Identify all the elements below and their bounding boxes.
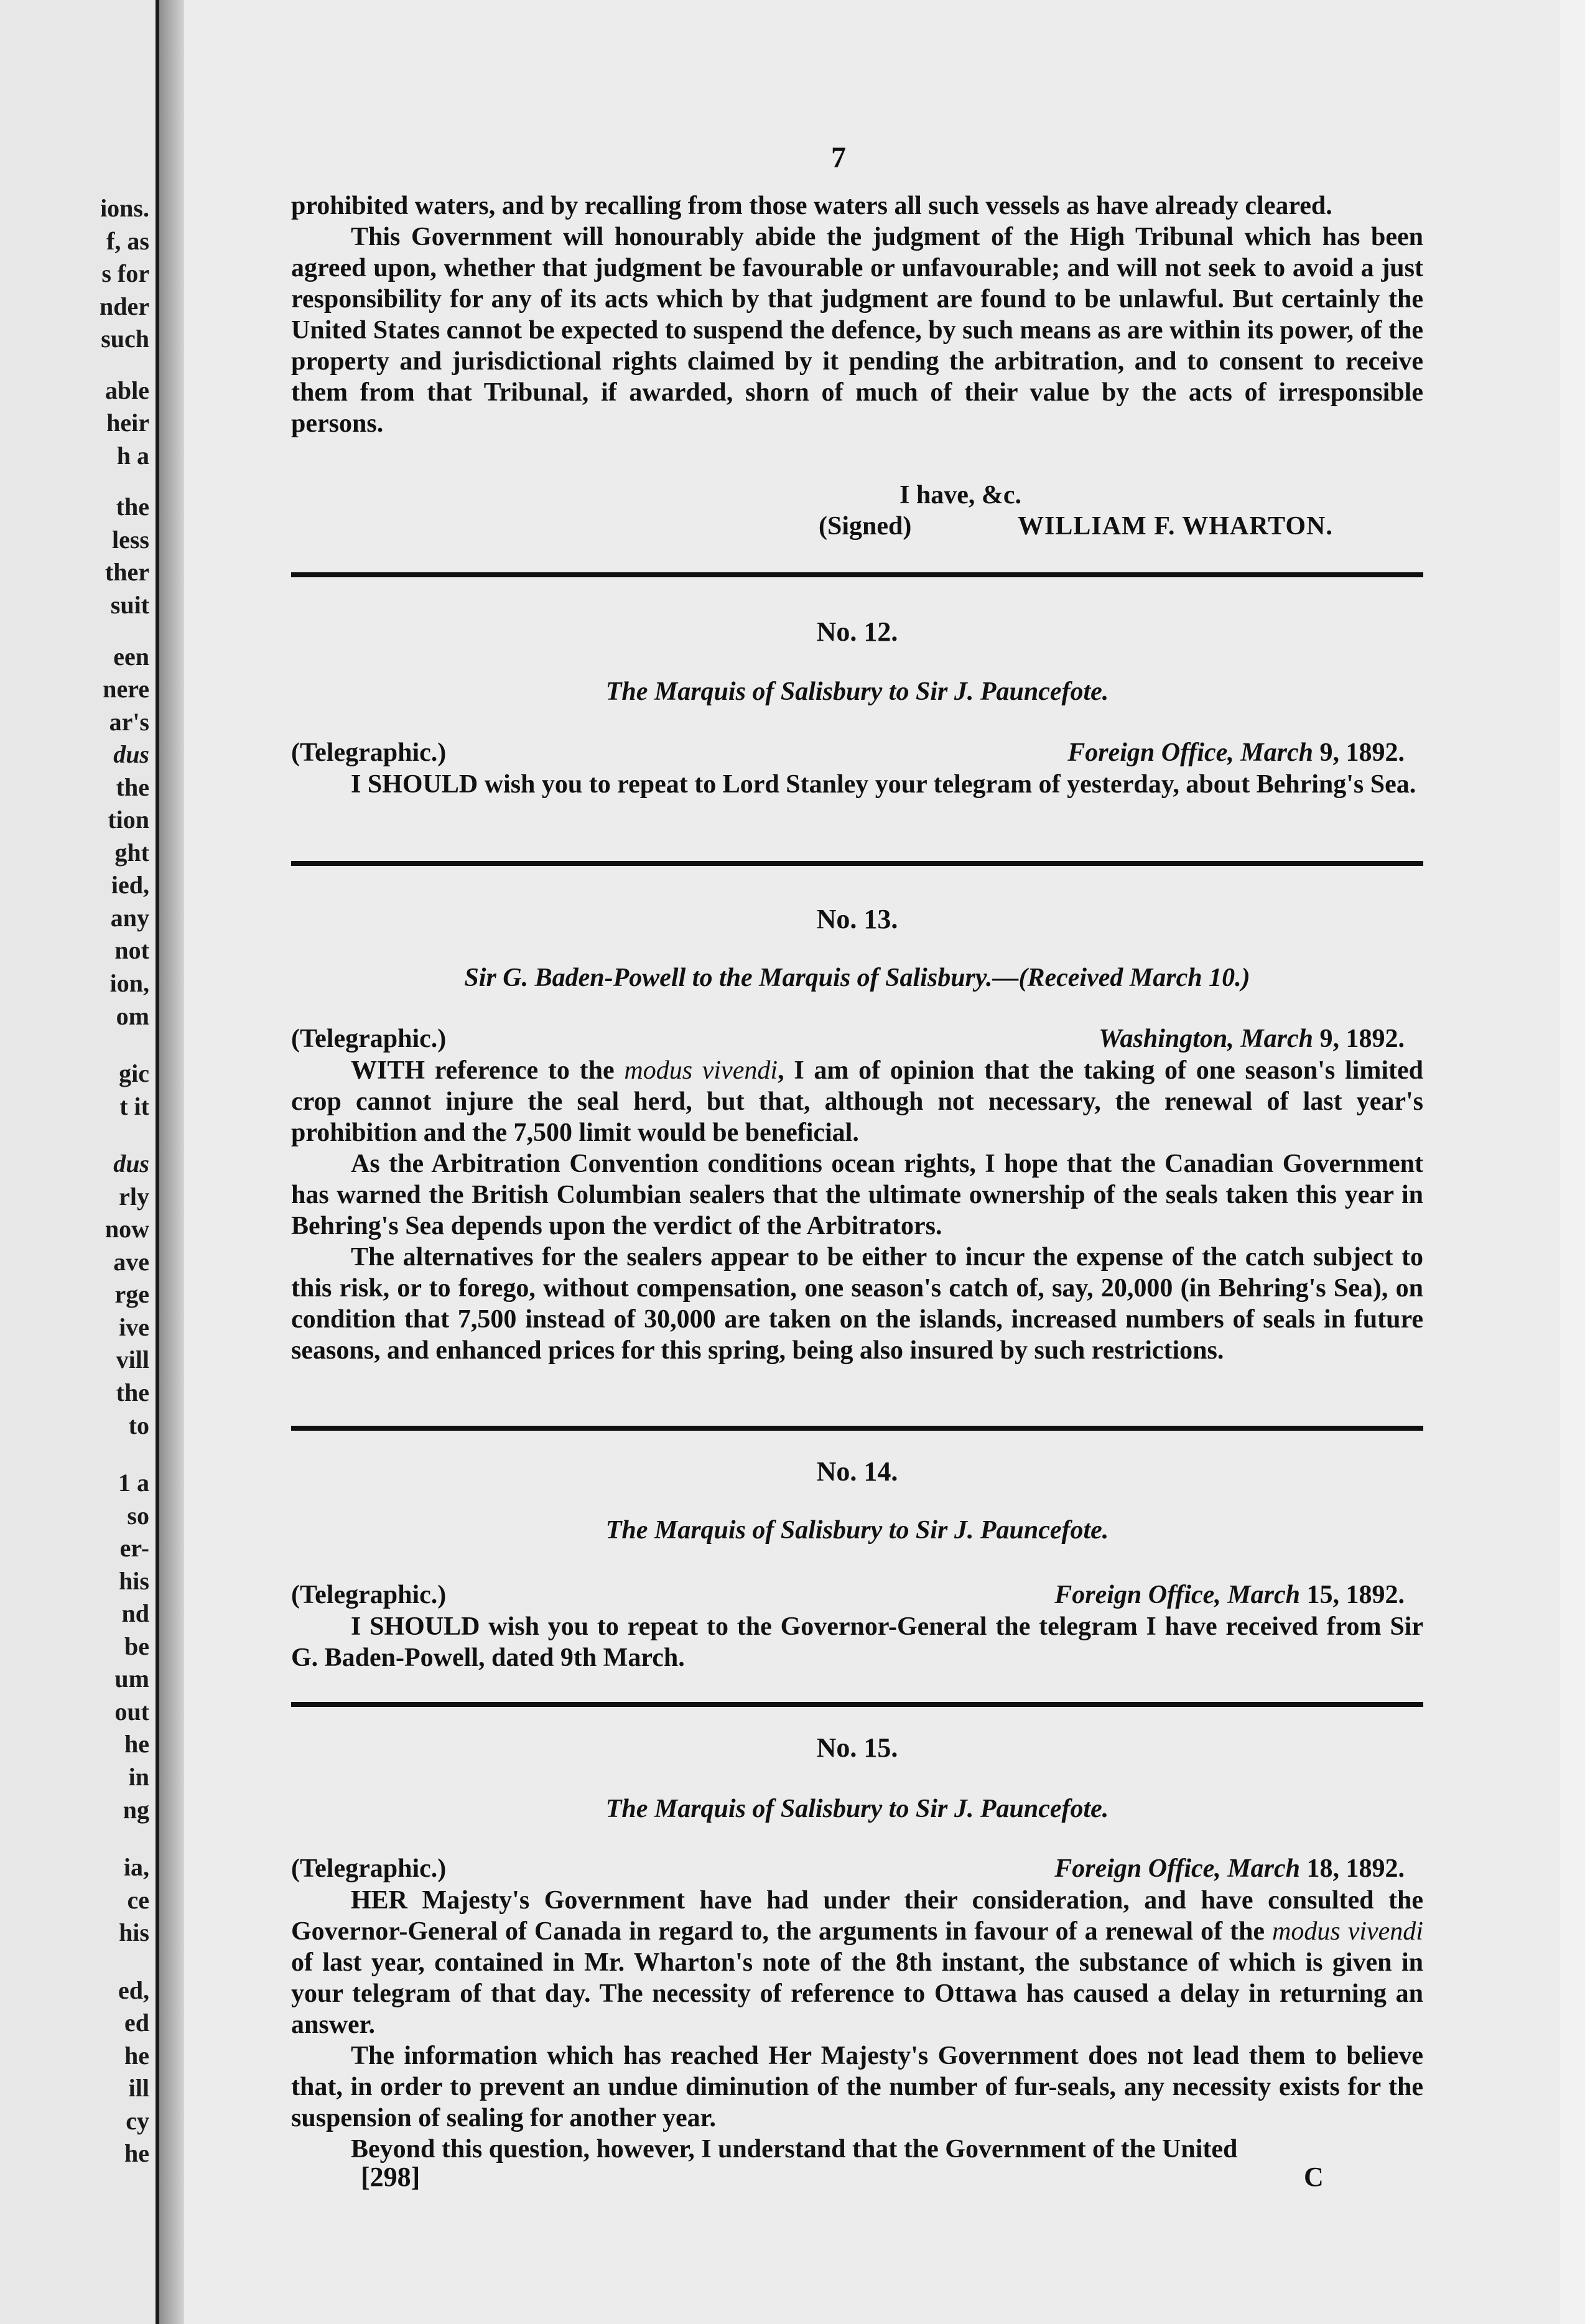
document-number-13: No. 13.	[816, 904, 898, 934]
print-mark: [298]	[361, 2162, 421, 2192]
left-page-fragment: 1 a	[118, 1469, 149, 1497]
main-page	[184, 0, 1566, 2324]
section-rule	[291, 572, 1423, 577]
body-14	[291, 1611, 1423, 1673]
left-page-fragment: ng	[123, 1796, 149, 1824]
section-rule	[291, 1702, 1423, 1707]
left-page-fragment: ed	[124, 2009, 149, 2037]
left-page-fragment: ied,	[111, 871, 149, 899]
document-heading-15: The Marquis of Salisbury to Sir J. Pauncefote.	[605, 1795, 1109, 1823]
page-number: 7	[831, 141, 846, 174]
left-page-fragment: nd	[121, 1599, 149, 1627]
document-number-12: No. 12.	[816, 616, 898, 647]
text: of last year, contained in Mr. Wharton's note of the 8th instant, the substance of which is given in your telegram of that day. The necessity of reference to Ottawa has caused a delay in returning an answer.	[291, 1948, 1423, 2039]
left-page-fragment: tion	[108, 806, 149, 834]
left-page-fragment: nder	[100, 292, 149, 320]
opening-paragraph-1: prohibited waters, and by recalling from those waters all such vessels as have already cleared.	[291, 192, 1332, 220]
left-page-fragment: ght	[114, 839, 149, 867]
date-year: 18, 1892.	[1306, 1854, 1405, 1883]
left-page-fragment: f, as	[106, 227, 149, 255]
left-page-fragment: his	[119, 1918, 149, 1946]
place: Washington,	[1099, 1025, 1234, 1053]
date-month: March	[1227, 1854, 1300, 1883]
left-page-fragment: the	[116, 773, 149, 801]
left-page-fragment: ar's	[109, 708, 149, 736]
left-page-fragment: his	[119, 1567, 149, 1595]
telegraphic-label: (Telegraphic.)	[291, 1854, 447, 1883]
dateline-13	[291, 1024, 1423, 1055]
dateline-14	[291, 1580, 1423, 1611]
document-heading-13	[291, 963, 1423, 993]
text: WITH reference to the	[351, 1056, 625, 1085]
left-page-fragment: the	[116, 1378, 149, 1406]
document-number-14: No. 14.	[816, 1456, 898, 1487]
place: Foreign Office,	[1067, 738, 1234, 767]
italic-term: modus vivendi	[1272, 1917, 1423, 1946]
left-page-fragment: t it	[119, 1092, 149, 1120]
left-page-fragment: out	[114, 1698, 149, 1726]
left-page-fragment: ther	[105, 558, 149, 586]
date-month: March	[1227, 1581, 1300, 1609]
left-page-fragment: dus	[113, 1150, 149, 1178]
left-page-fragment: dus	[113, 740, 149, 768]
left-page-fragment: ave	[113, 1248, 149, 1276]
heading-text: Sir G. Baden-Powell to the Marquis of Salisbury.	[464, 964, 993, 992]
book-gutter	[159, 0, 184, 2324]
telegraphic-label: (Telegraphic.)	[291, 738, 447, 767]
date-month: March	[1240, 738, 1313, 767]
left-page-fragment: ive	[119, 1313, 149, 1341]
page-edge	[1560, 0, 1585, 2324]
place: Foreign Office,	[1054, 1854, 1221, 1883]
left-facing-page	[0, 0, 159, 2324]
section-rule	[291, 861, 1423, 866]
text: HER Majesty's Government have had under their consideration, and have consulted the Governor-General of Canada in regard to, the arguments in favour of a renewal of the	[291, 1886, 1423, 1946]
left-page-fragment: ed,	[118, 1976, 149, 2004]
date-year: 9, 1892.	[1319, 1025, 1405, 1053]
left-page-fragment: om	[116, 1002, 149, 1030]
body-paragraph-1	[291, 1885, 1423, 2040]
closing-line: I have, &c.	[899, 481, 1021, 509]
left-page-fragment: he	[124, 1730, 149, 1758]
place-date	[1067, 738, 1405, 768]
left-page-fragment: in	[128, 1763, 149, 1791]
body-13	[291, 1055, 1423, 1366]
left-page-fragment: he	[124, 2139, 149, 2167]
left-page-fragment: een	[113, 643, 149, 671]
body-paragraph-3: The alternatives for the sealers appear to be either to incur the expense of the catch subject to this risk, or to forego, without compensation, one season's catch of, say, 20,000 (in Behring's Sea), on condition that 7,500 instead of 30,000 are taken on the islands, increased numbers of seals in future seasons, and enhanced prices for this spring, being also insured by such restrictions.	[291, 1243, 1423, 1365]
signature-letter: C	[1304, 2162, 1324, 2192]
body-paragraph-1	[291, 1055, 1423, 1148]
left-page-fragment: so	[127, 1502, 149, 1530]
left-page-fragment: ion,	[109, 969, 149, 997]
left-page-fragment: ce	[127, 1886, 149, 1914]
received-note: —(Received March 10.)	[992, 964, 1250, 992]
left-page-fragment: the	[116, 493, 149, 521]
place-date	[1054, 1580, 1405, 1610]
place: Foreign Office,	[1054, 1581, 1221, 1609]
signatory-name: WILLIAM F. WHARTON.	[1018, 512, 1333, 541]
left-page-fragment: now	[105, 1215, 149, 1243]
left-page-fragment: ions.	[100, 194, 149, 222]
left-page-fragment: heir	[106, 409, 149, 437]
left-page-fragment: suit	[110, 591, 149, 619]
left-page-fragment: be	[124, 1632, 149, 1660]
left-page-fragment: to	[128, 1411, 149, 1439]
left-page-fragment: not	[114, 936, 149, 964]
left-page-fragment: cy	[126, 2107, 149, 2135]
left-page-fragment: nere	[103, 675, 149, 703]
left-page-fragment: h a	[116, 442, 149, 470]
opening-paragraph-2: This Government will honourably abide the judgment of the High Tribunal which has been agreed upon, whether that judgment be favourable or unfavourable; and will not seek to avoid a just responsibility for any of its acts which by that judgment are found to be unlawful. But certainly the United States cannot be expected to suspend the defence, by such means as are within its power, of the property and jurisdictional rights claimed by it pending the arbitration, and to consent to receive them from that Tribunal, if awarded, shorn of much of their value by the acts of irresponsible persons.	[291, 223, 1424, 438]
date-year: 9, 1892.	[1319, 738, 1405, 767]
left-page-fragment: any	[110, 904, 149, 932]
telegraphic-label: (Telegraphic.)	[291, 1581, 447, 1609]
place-date	[1054, 1854, 1405, 1884]
body-paragraph-2: As the Arbitration Convention conditions ocean rights, I hope that the Canadian Government has warned the British Columbian sealers that the ultimate ownership of the seals taken this year in Behring's Sea depends upon the verdict of the Arbitrators.	[291, 1150, 1423, 1240]
dateline-12	[291, 738, 1423, 769]
left-page-fragment: ill	[128, 2074, 149, 2102]
date-month: March	[1240, 1025, 1313, 1053]
body-paragraph: I SHOULD wish you to repeat to Lord Stanley your telegram of yesterday, about Behring's Sea.	[351, 770, 1416, 799]
left-page-fragment: able	[105, 376, 149, 404]
left-page-fragment: he	[124, 2042, 149, 2070]
left-page-fragment: rge	[114, 1280, 149, 1308]
left-page-fragment: ia,	[123, 1853, 149, 1881]
left-page-fragment: such	[101, 325, 149, 353]
body-paragraph: I SHOULD wish you to repeat to the Governor-General the telegram I have received from Sir G. Baden-Powell, dated 9th March.	[291, 1612, 1423, 1672]
document-heading-14: The Marquis of Salisbury to Sir J. Pauncefote.	[605, 1516, 1109, 1545]
left-page-fragment: vill	[116, 1346, 149, 1373]
left-page-fragment: er-	[119, 1534, 149, 1562]
body-paragraph-3: Beyond this question, however, I understand that the Government of the United	[351, 2135, 1238, 2164]
body-15	[291, 1885, 1423, 2165]
section-rule	[291, 1426, 1423, 1431]
text: , I am of opinion that the taking of one season's limited crop cannot injure the seal herd, but that, although not necessary, the renewal of last year's prohibition and the 7,500 limit would be beneficial.	[291, 1056, 1423, 1147]
document-heading-12: The Marquis of Salisbury to Sir J. Pauncefote.	[605, 677, 1109, 706]
signed-label: (Signed)	[819, 512, 912, 541]
left-page-fragment: gic	[119, 1059, 149, 1087]
place-date	[1099, 1024, 1405, 1054]
left-page-fragment: less	[112, 526, 149, 554]
left-page-fragment: s for	[101, 259, 149, 287]
italic-term: modus vivendi	[624, 1056, 778, 1085]
body-12	[291, 769, 1423, 800]
body-paragraph-2: The information which has reached Her Majesty's Government does not lead them to believe that, in order to prevent an undue diminution of the number of fur-seals, any necessity exists for the suspension of sealing for another year.	[291, 2042, 1423, 2132]
opening-letter	[291, 190, 1423, 439]
telegraphic-label: (Telegraphic.)	[291, 1025, 447, 1053]
dateline-15	[291, 1854, 1423, 1885]
date-year: 15, 1892.	[1306, 1581, 1405, 1609]
document-number-15: No. 15.	[816, 1732, 898, 1763]
left-page-fragment: um	[114, 1665, 149, 1693]
left-page-fragment: rly	[119, 1183, 149, 1211]
